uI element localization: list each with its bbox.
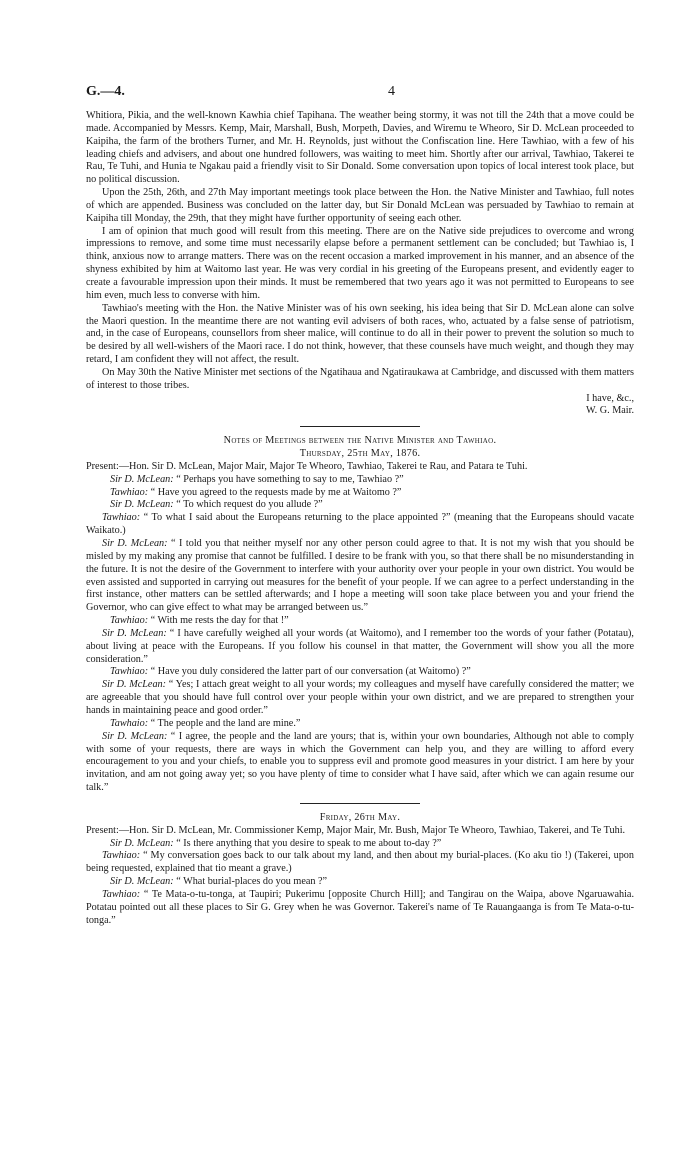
- speech: “ I have carefully weighed all your words (at Waitomo), and I remember too the words of your father (Potatau), about living at peace with the Europeans. If you follow his counsel in that matter, the Government will show you all the more consideration.”: [86, 627, 634, 665]
- speaker: Sir D. McLean:: [102, 730, 168, 742]
- section-divider: [300, 803, 420, 804]
- document-code: G.—4.: [86, 84, 125, 99]
- present-list: Present:—Hon. Sir D. McLean, Major Mair, Major Te Wheoro, Tawhiao, Takerei te Rau, and Patara te Tuhi.: [86, 460, 528, 472]
- present-list: Present:—Hon. Sir D. McLean, Mr. Commissioner Kemp, Major Mair, Mr. Bush, Major Te Wheoro, Tawhiao, Takerei, and Te Tuhi.: [86, 824, 626, 836]
- dialogue-line: [86, 628, 634, 667]
- page-header: [86, 84, 632, 100]
- speaker: Tawhiao:: [110, 615, 149, 627]
- notes-title: Notes of Meetings between the Native Minister and Tawhiao.: [223, 435, 497, 447]
- section-divider: [300, 426, 420, 427]
- dialogue-line: [86, 876, 634, 889]
- speaker: Tawhiao:: [102, 850, 141, 862]
- signoff-name: W. G. Mair.: [585, 405, 634, 417]
- dialogue-line: [86, 474, 634, 487]
- speech: “ Is there anything that you desire to speak to me about to-day ?”: [176, 837, 442, 849]
- speaker: Sir D. McLean:: [102, 538, 168, 549]
- page-number: 4: [388, 84, 395, 99]
- speech: “ What burial-places do you mean ?”: [176, 876, 328, 888]
- speaker: Sir D. McLean:: [102, 679, 167, 691]
- dialogue-line: [86, 538, 634, 615]
- paragraph: Upon the 25th, 26th, and 27th May important meetings took place between the Hon. the Native Minister and Tawhiao, full notes of which are appended. Business was concluded on the latter day, but Sir Donald McLean was persuaded by Tawhiao to remain at Kaipiha till Monday, the 29th, that they might have further opportunity of seeing each other.: [86, 187, 634, 224]
- signoff-closing: I have, &c.,: [586, 392, 634, 404]
- speech: “ The people and the land are mine.”: [150, 717, 301, 729]
- dialogue-line: [86, 850, 634, 876]
- speech: “ My conversation goes back to our talk about my land, and then about my burial-places. (Ko aku tio !) (Takerei, upon being requested, explained that tio meant a grave.): [86, 850, 634, 875]
- speech: “ Have you agreed to the requests made by me at Waitomo ?”: [150, 486, 402, 498]
- meeting-date: Friday, 26th May.: [319, 811, 401, 823]
- speech: “ I agree, the people and the land are yours; that is, within your own boundaries, Although not able to comply with some of your requests, there are ways in which the Government can help you, and they are willing to afford every encouragement to you and your chiefs, to enable you to suppress evil and promote good measures in your district. I am here by your invitation, and am not going away yet; so you have plenty of time to consider what I have said, after which we can again resume our talk.”: [86, 730, 634, 794]
- speaker: Sir D. McLean:: [110, 876, 174, 888]
- speaker: Sir D. McLean:: [110, 473, 174, 485]
- speaker: Tawhiao:: [110, 666, 149, 678]
- speaker: Tawhiao:: [102, 512, 141, 524]
- speaker: Sir D. McLean:: [110, 499, 174, 511]
- speech: “ To which request do you allude ?”: [176, 499, 323, 511]
- dialogue-line: [86, 615, 634, 628]
- dialogue-line: [86, 512, 634, 538]
- speech: “ Have you duly considered the latter part of our conversation (at Waitomo) ?”: [150, 666, 471, 678]
- paragraph: I am of opinion that much good will result from this meeting. There are on the Native side prejudices to overcome and wrong impressions to remove, and some time must necessarily elapse before a permanent settlement can be concluded; but Tawhiao is, I think, anxious now to arrange matters. There was on the recent occasion a marked improvement in his manner, and an absence of the shyness exhibited by him at Waitomo last year. He was very cordial in his greeting of the Europeans present, and evidently eager to create a favourable impression upon their minds. It must be remembered that two years ago it was not permitted to Europeans to see him even, much less to converse with him.: [86, 225, 634, 301]
- dialogue-line: [86, 499, 634, 512]
- dialogue-line: [86, 731, 634, 795]
- dialogue-line: [86, 718, 634, 731]
- speech: “ Perhaps you have something to say to me, Tawhiao ?”: [176, 473, 404, 485]
- signoff: [86, 393, 634, 419]
- speech: “ I told you that neither myself nor any other person could agree to that. It is not my wish that you should be misled by my making any promise that cannot be fulfilled. I desire to be frank with you, so that there shall be no misunderstanding in the future. It is not the desire of the Government to interfere with your authority over your people in your own district. You would be even assisted and supported in carrying out measures for the benefit of your people. If we can agree to a perfect understanding in the first instance, other matters can be settled afterwards; and I hope a meeting will soon take place between you and your friend the Governor, who can give effect to what may be arranged between us.”: [86, 538, 635, 614]
- speaker: Tawhiao:: [110, 486, 149, 498]
- speech: “ With me rests the day for that !”: [150, 615, 289, 627]
- dialogue: [86, 838, 634, 928]
- dialogue-line: [86, 666, 634, 679]
- speech: “ To what I said about the Europeans returning to the place appointed ?” (meaning that the Europeans should vacate Waikato.): [86, 512, 635, 537]
- speech: “ Te Mata-o-tu-tonga, at Taupiri; Pukerimu [opposite Church Hill]; and Tangirau on the Waipa, above Ngaruawahia. Potatau pointed out all these places to Sir G. Grey when he was Governor. Takerei's name of Te Rauangaanga is from Te Mata-o-tu-tonga.”: [86, 888, 634, 926]
- speaker: Sir D. McLean:: [110, 837, 174, 849]
- dialogue-line: [86, 838, 634, 851]
- speaker: Sir D. McLean:: [102, 627, 167, 639]
- document-body: [86, 110, 634, 927]
- speaker: Tawhaio:: [110, 717, 149, 729]
- dialogue: [86, 474, 634, 795]
- paragraph: Tawhiao's meeting with the Hon. the Native Minister was of his own seeking, his idea being that Sir D. McLean alone can solve the Maori question. In the meantime there are not wanting evil advisers of both races, who, actuated by a false sense of patriotism, and, in the case of Europeans, counsellors from sheer malice, will continue to do all in their power to prevent the solution so much to be desired by all well-wishers of the Maori race. I do not think, however, that these counsels have much weight, and though they may retard, I am confident they will not affect, the result.: [86, 302, 634, 366]
- meeting-date: Thursday, 25th May, 1876.: [299, 448, 421, 460]
- paragraph: On May 30th the Native Minister met sections of the Ngatihaua and Ngatiraukawa at Cambridge, and discussed with them matters of interest to those tribes.: [86, 366, 634, 391]
- speaker: Tawhiao:: [102, 888, 141, 900]
- dialogue-line: [86, 487, 634, 500]
- dialogue-line: [86, 679, 634, 718]
- speech: “ Yes; I attach great weight to all your words; my colleagues and myself have carefully considered the matter; we are agreeable that you should have full control over your people within your own district, and we are prepared to strengthen your hands in maintaining peace and good order.”: [86, 679, 634, 716]
- dialogue-line: [86, 889, 634, 928]
- paragraph: Whitiora, Pikia, and the well-known Kawhia chief Tapihana. The weather being stormy, it was not till the 24th that a move could be made. Accompanied by Messrs. Kemp, Mair, Marshall, Bush, Morpeth, Davies, and Wiremu te Wheoro, Sir D. McLean proceeded to Kaipiha, the farm of the brothers Turner, and Mr. H. Reynolds, just without the Confiscation line. Here Tawhiao, with a few of his leading chiefs and advisers, and about one hundred followers, was waiting to meet him. Shortly after our arrival, Tawhiao, Takerei te Rau, Te Tuhi, and Hunia te Ngakau paid a friendly visit to Sir Donald. Some conversation upon topics of local interest took place, but no political discussion.: [86, 110, 634, 186]
